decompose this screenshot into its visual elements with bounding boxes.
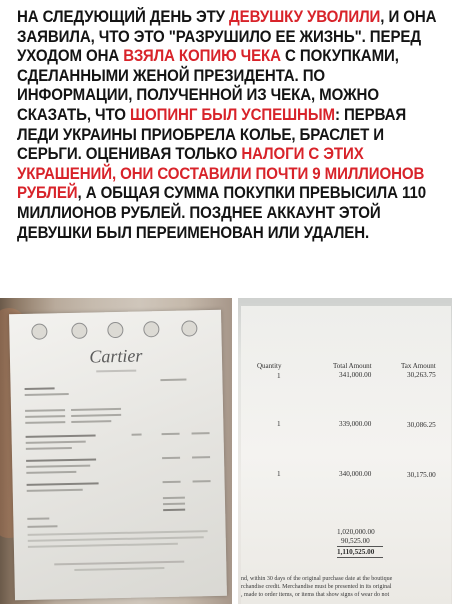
- row-total: 341,000.00: [339, 371, 372, 379]
- header-total-amount: Total Amount: [333, 362, 372, 370]
- headline-highlight: ДЕВУШКУ УВОЛИЛИ: [229, 8, 381, 26]
- row-total: 340,000.00: [339, 470, 372, 478]
- headline-highlight: НАЛОГИ С ЭТИХ УКРАШЕНИЙ, ОНИ СОСТАВИЛИ ПОЧТИ 9 МИЛЛИОНОВ РУБЛЕЙ: [17, 145, 425, 203]
- cartier-logo: Cartier: [89, 345, 143, 367]
- crest-icon: [71, 323, 87, 339]
- row-tax: 30,086.25: [407, 421, 436, 429]
- return-policy-line: nd, within 30 days of the original purchase date at the boutique: [241, 576, 393, 582]
- receipt-photos: [0, 298, 452, 604]
- return-policy-line: , made to order items, or items that show signs of wear do not: [241, 592, 390, 598]
- headline-segment: , И ОНА ЗАЯВИЛА, ЧТО ЭТО "РАЗРУШИЛО ЕЕ ЖИЗНЬ". ПЕРЕД УХОДОМ ОНА: [17, 8, 437, 66]
- row-tax: 30,175.00: [407, 471, 436, 479]
- crest-icon: [31, 323, 47, 339]
- headline-segment: НА СЛЕДУЮЩИЙ ДЕНЬ ЭТУ: [17, 8, 230, 26]
- header-tax-amount: Tax Amount: [401, 362, 436, 370]
- headline-highlight: ВЗЯЛА КОПИЮ ЧЕКА: [123, 47, 281, 66]
- headline-highlight: ШОПИНГ БЫЛ УСПЕШНЫМ: [129, 105, 335, 124]
- tax-total-value: 90,525.00: [341, 537, 370, 545]
- receipt-photo-totals: [235, 298, 452, 604]
- crest-icon: [181, 320, 197, 336]
- grand-total-value: 1,110,525.00: [337, 548, 375, 556]
- header-quantity: Quantity: [257, 362, 282, 370]
- subtotal-value: 1,020,000.00: [337, 528, 375, 536]
- row-quantity: 1: [277, 372, 281, 380]
- receipt-sheet-totals: [241, 306, 451, 604]
- headline-segment: С ПОКУПКАМИ, СДЕЛАННЫМИ ЖЕНОЙ ПРЕЗИДЕНТА. ПО ИНФОРМАЦИИ, ПОЛУЧЕННОЙ ИЗ ЧЕКА, МОЖНО СКАЗАТЬ, ЧТО: [17, 47, 399, 124]
- headline-segment: : ПЕРВАЯ ЛЕДИ УКРАИНЫ ПРИОБРЕЛА КОЛЬЕ, БРАСЛЕТ И СЕРЬГИ. ОЦЕНИВАЯ ТОЛЬКО: [17, 105, 407, 164]
- headline-segment: , А ОБЩАЯ СУММА ПОКУПКИ ПРЕВЫСИЛА 110 МИЛЛИОНОВ РУБЛЕЙ. ПОЗДНЕЕ АККАУНТ ЭТОЙ ДЕВУШКИ БЫЛ ПЕРЕИМЕНОВАН ИЛИ УДАЛЕН.: [17, 184, 427, 242]
- crest-icon: [143, 321, 159, 337]
- row-total: 339,000.00: [339, 420, 372, 428]
- row-quantity: 1: [277, 470, 281, 478]
- row-quantity: 1: [277, 420, 281, 428]
- headline-text: [17, 8, 437, 243]
- receipt-photo-front: [0, 298, 232, 604]
- row-tax: 30,263.75: [407, 371, 436, 379]
- crest-icon: [107, 322, 123, 338]
- return-policy-line: rchandise credit. Merchandise must be presented in its original: [241, 584, 392, 590]
- receipt-sheet-front: [9, 310, 227, 600]
